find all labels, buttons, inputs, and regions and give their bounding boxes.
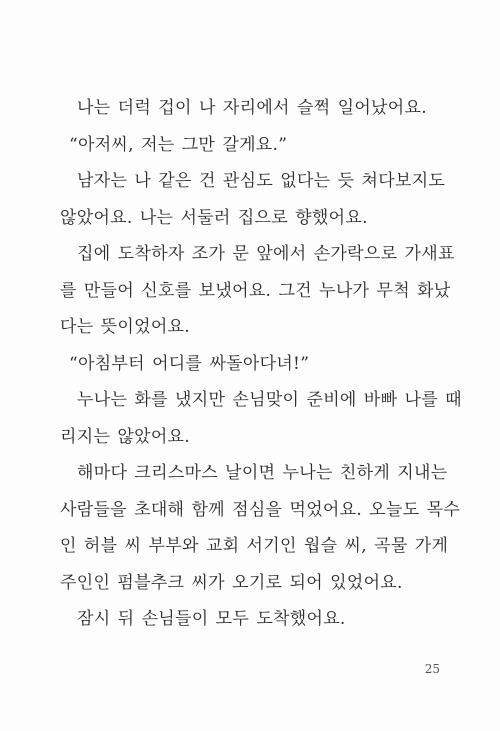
text-line-7: 다는 뜻이었어요. <box>60 317 190 337</box>
text-line-2: “아저씨, 저는 그만 갈게요.” <box>69 134 288 155</box>
text-line-14: 주인인 펌블추크 씨가 오기로 되어 있었어요. <box>60 572 403 593</box>
text-line-15: 잠시 뒤 손님들이 모두 도착했어요. <box>77 609 346 629</box>
text-line-5: 집에 도착하자 조가 문 앞에서 손가락으로 가새표 <box>77 244 455 264</box>
text-line-9: 누나는 화를 냈지만 손님맞이 준비에 바빠 나를 때 <box>77 390 462 410</box>
text-line-3: 남자는 나 같은 건 관심도 없다는 듯 쳐다보지도 <box>77 171 446 191</box>
text-line-13: 인 허블 씨 부부와 교회 서기인 웝슬 씨, 곡물 가게 <box>60 536 449 556</box>
text-line-11: 해마다 크리스마스 날이면 누나는 친하게 지내는 <box>77 463 448 483</box>
text-line-8: “아침부터 어디를 싸돌아다녀!” <box>69 353 310 374</box>
text-line-1: 나는 더럭 겁이 나 자리에서 슬쩍 일어났어요. <box>77 98 427 118</box>
text-line-10: 리지는 않았어요. <box>60 426 190 447</box>
text-line-4: 않았어요. 나는 서둘러 집으로 향했어요. <box>60 207 368 228</box>
text-line-12: 사람들을 초대해 함께 점심을 먹었어요. 오늘도 목수 <box>60 499 461 520</box>
text-line-6: 를 만들어 신호를 보냈어요. 그건 누나가 무척 화났 <box>60 280 451 301</box>
page-number: 25 <box>424 662 440 676</box>
body-text <box>60 98 460 646</box>
